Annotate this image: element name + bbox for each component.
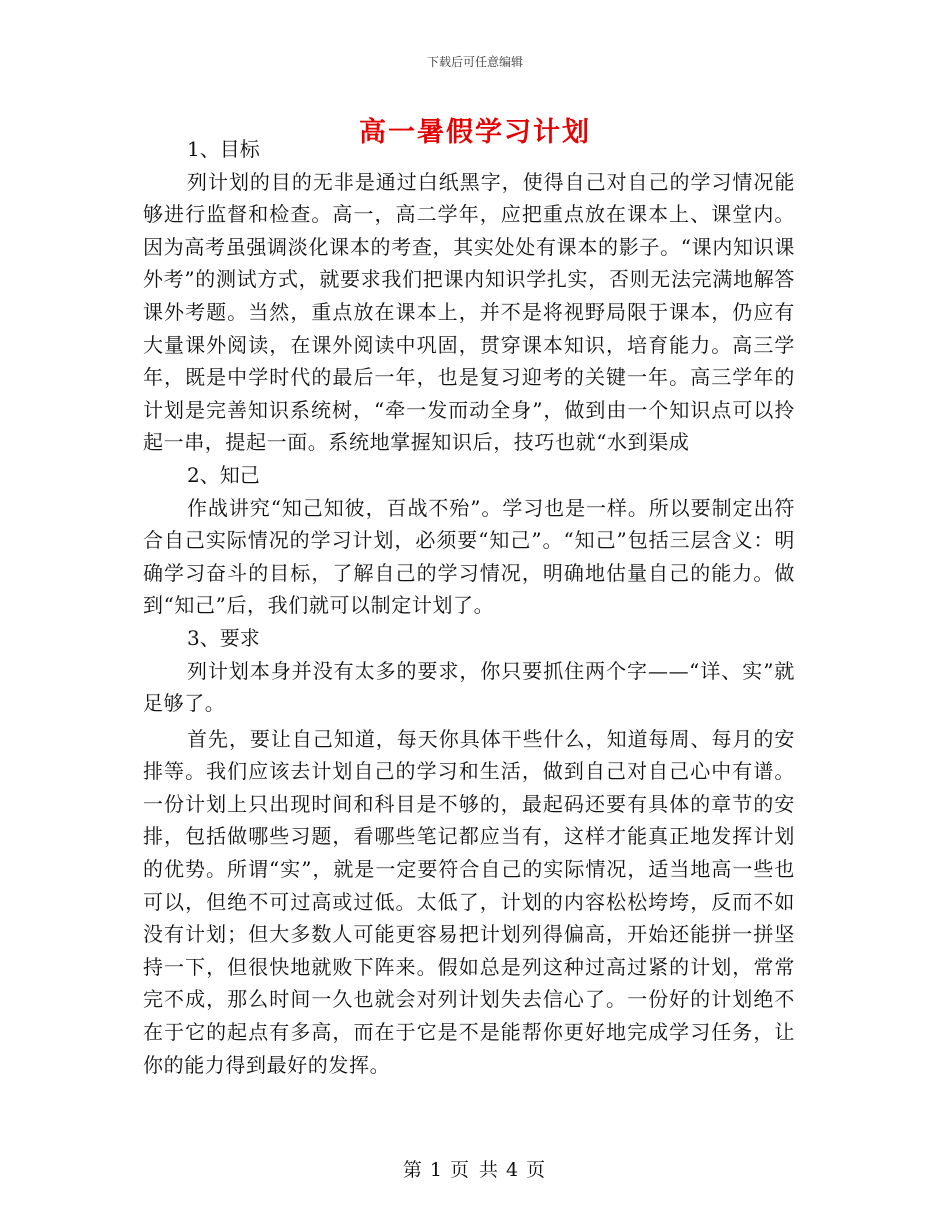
section-heading-goal: 1、目标	[187, 137, 260, 161]
footer-prefix: 第	[402, 1159, 424, 1181]
paragraph: 列计划的目的无非是通过白纸黑字，使得自己对自己的学习情况能够进行监督和检查。高一，高二学年，应把重点放在课本上、课堂内。因为高考虽强调淡化课本的考查，其实处处有课本的影子。“课内知识课外考”的测试方式，就要求我们把课内知识学扎实，否则无法完满地解答课外考题。当然，重点放在课本上，并不是将视野局限于课本，仍应有大量课外阅读，在课外阅读中巩固，贯穿课本知识，培育能力。高三学年，既是中学时代的最后一年，也是复习迎考的关键一年。高三学年的计划是完善知识系统树，“牵一发而动全身”，做到由一个知识点可以拎起一串，提起一面。系统地掌握知识后，技巧也就“水到渠成	[143, 169, 795, 455]
footer-middle: 页 共	[449, 1159, 501, 1181]
paragraph: 作战讲究“知己知彼，百战不殆”。学习也是一样。所以要制定出符合自己实际情况的学习计划，必须要“知己”。“知己”包括三层含义：明确学习奋斗的目标，了解自己的学习情况，明确地估量自己的能力。做到“知己”后，我们就可以制定计划了。	[143, 495, 795, 618]
section-heading-requirements: 3、要求	[187, 625, 260, 650]
page-footer	[0, 1155, 950, 1182]
paragraph: 首先，要让自己知道，每天你具体干些什么，知道每周、每月的安排等。我们应该去计划自己的学习和生活，做到自己对自己心中有谱。一份计划上只出现时间和科目是不够的，最起码还要有具体的章节的安排，包括做哪些习题，看哪些笔记都应当有，这样才能真正地发挥计划的优势。所谓“实”，就是一定要符合自己的实际情况，适当地高一些也可以，但绝不可过高或过低。太低了，计划的内容松松垮垮，反而不如没有计划；但大多数人可能更容易把计划列得偏高，开始还能拼一拼坚持一下，但很快地就败下阵来。假如总是列这种过高过紧的计划，常常完不成，那么时间一久也就会对列计划失去信心了。一份好的计划绝不在于它的起点有多高，而在于它是不是能帮你更好地完成学习任务，让你的能力得到最好的发挥。	[143, 726, 795, 1077]
document-title: 高一暑假学习计划	[359, 117, 591, 148]
footer-suffix: 页	[526, 1159, 548, 1181]
document-body	[143, 133, 795, 1081]
paragraph: 列计划本身并没有太多的要求，你只要抓住两个字——“详、实”就足够了。	[143, 658, 795, 716]
footer-page-number: 1	[429, 1159, 444, 1181]
footer-total-pages: 4	[506, 1159, 521, 1181]
header-note: 下载后可任意编辑	[426, 55, 523, 69]
section-heading-know-yourself: 2、知己	[187, 462, 260, 487]
